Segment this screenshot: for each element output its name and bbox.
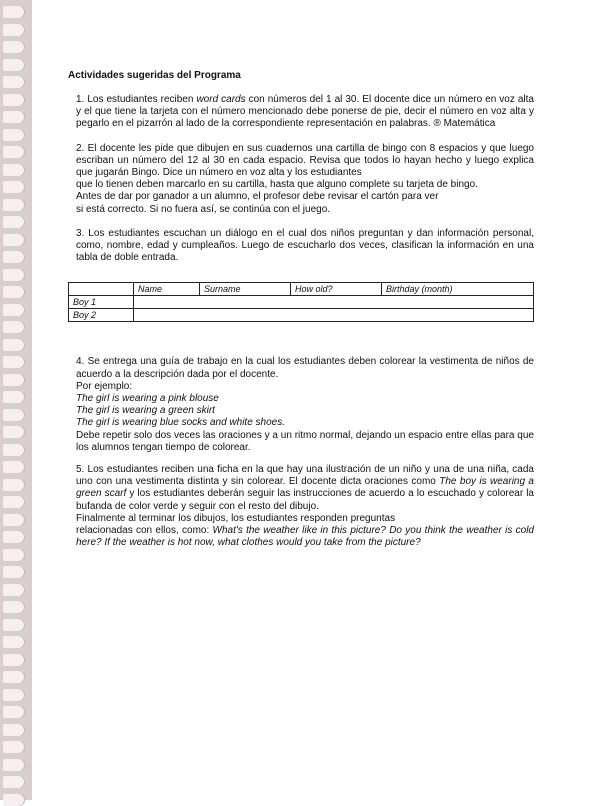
activity-1-text-a: 1. Los estudiantes reciben (76, 94, 197, 105)
spiral-ring (3, 339, 25, 351)
spiral-ring (3, 76, 25, 88)
spiral-ring (3, 724, 25, 736)
spiral-ring (3, 689, 25, 701)
spiral-ring (3, 426, 25, 438)
spiral-ring (3, 584, 25, 596)
table-row-label: Boy 2 (69, 309, 134, 322)
table-row-empty (134, 296, 534, 309)
spiral-ring (3, 619, 25, 631)
activity-5-line-3: relacionadas con ellos, como: (76, 525, 213, 537)
activity-4-example: The girl is wearing a pink blouse (76, 393, 219, 405)
spiral-ring (3, 269, 25, 281)
spiral-ring (3, 444, 25, 456)
spiral-ring (3, 41, 25, 53)
spiral-ring (3, 6, 25, 18)
spiral-ring (3, 409, 25, 421)
spiral-ring (3, 654, 25, 666)
spiral-ring (3, 391, 25, 403)
table-row-empty (134, 309, 534, 322)
table-row (69, 296, 534, 309)
activity-2-line-1: 2. El docente les pide que dibujen en sus cuadernos una cartilla de bingo con 8 espacios y que luego escriban un número del 12 al 30 en cada espacio. Revisa que todos lo hayan hecho y luego explica que jugarán Bingo. Dice un número en voz alta y los estudiantes (76, 142, 534, 179)
activity-3: 3. Los estudiantes escuchan un diálogo en el cual dos niños preguntan y dan información personal, como, nombre, edad y cumpleaños. Luego de escucharlo dos veces, clasifican la información en una tabla de doble entrada. (76, 227, 534, 264)
activity-2-line-3: Antes de dar por ganador a un alumno, el profesor debe revisar el cartón para ver (76, 191, 439, 203)
spiral-ring (3, 479, 25, 491)
spiral-ring (3, 461, 25, 473)
spiral-ring (3, 234, 25, 246)
spiral-ring (3, 374, 25, 386)
activity-4-example: The girl is wearing blue socks and white shoes. (76, 417, 285, 429)
spiral-ring (3, 566, 25, 578)
activity-5-questions: What's the weather like in this picture? Do you think the weather is cold here? If the weather is hot now, what clothes would you take from the picture? (76, 525, 534, 549)
spiral-ring (3, 759, 25, 771)
spiral-ring (3, 94, 25, 106)
spiral-ring (3, 111, 25, 123)
spiral-ring (3, 59, 25, 71)
spiral-ring (3, 181, 25, 193)
spiral-ring (3, 146, 25, 158)
page-title: Actividades sugeridas del Programa (68, 70, 241, 81)
table-header-cell (69, 283, 134, 296)
table-header-row (69, 283, 534, 296)
spiral-ring (3, 216, 25, 228)
activity-4-example-label: Por ejemplo: (76, 380, 133, 392)
spiral-ring (3, 24, 25, 36)
activity-4-outro: Debe repetir solo dos veces las oraciones y a un ritmo normal, dejando un espacio entre ellas para que los alumnos tengan tiempo de colorear. (76, 429, 534, 453)
spiral-ring (3, 129, 25, 141)
info-table (68, 282, 534, 322)
spiral-ring (3, 321, 25, 333)
spiral-ring (3, 199, 25, 211)
table-header-cell: Name (134, 283, 200, 296)
spiral-ring (3, 776, 25, 788)
activity-4-intro: 4. Se entrega una guía de trabajo en la cual los estudiantes deben colorear la vestimenta de niños de acuerdo a la descripción dada por el docente. (76, 356, 534, 380)
spiral-ring (3, 514, 25, 526)
spiral-ring (3, 531, 25, 543)
spiral-ring (3, 286, 25, 298)
spiral-ring (3, 601, 25, 613)
spiral-ring (3, 671, 25, 683)
page-content (68, 70, 534, 561)
activity-1 (68, 94, 534, 131)
activity-4-example: The girl is wearing a green skirt (76, 405, 215, 417)
activity-5-example: The boy is wearing a green scarf (76, 476, 534, 500)
activity-1-term: word cards (196, 94, 246, 105)
activity-5-text-b: y los estudiantes deberán seguir las instrucciones de acuerdo a lo escuchado y colorear la bufanda de color verde y seguir con el resto del dibujo. (76, 488, 534, 512)
spiral-ring (3, 549, 25, 561)
activity-5-text-a: 5. Los estudiantes reciben una ficha en la que hay una ilustración de un niño y una de una niña, cada uno con una vestimenta distinta y sin colorear. El docente dicta oraciones como (76, 464, 534, 488)
activity-5 (68, 464, 534, 549)
spiral-ring (3, 496, 25, 508)
spiral-ring (3, 251, 25, 263)
activity-1-text-b: con números del 1 al 30. El docente dice un número en voz alta y el que tiene la tarjeta con el número mencionado debe ponerse de pie, decir el número en voz alta y pegarlo en el pizarrón al lado de la correspondiente representación en palabras. ® Matemática (76, 94, 534, 130)
spiral-ring (3, 356, 25, 368)
table-header-cell: Birthday (month) (382, 283, 534, 296)
spiral-ring (3, 636, 25, 648)
table-row (69, 309, 534, 322)
table-row-label: Boy 1 (69, 296, 134, 309)
spiral-ring (3, 164, 25, 176)
activity-4 (68, 356, 534, 454)
activity-2 (68, 143, 534, 216)
activity-2-line-4: si está correcto. Si no fuera así, se continúa con el juego. (76, 203, 331, 215)
spiral-ring (3, 741, 25, 753)
spiral-ring (3, 304, 25, 316)
spiral-ring (3, 706, 25, 718)
activity-5-line-2: Finalmente al terminar los dibujos, los estudiantes responden preguntas (76, 512, 396, 524)
activity-2-line-2: que lo tienen deben marcarlo en su cartilla, hasta que alguno complete su tarjeta de bingo. (76, 179, 478, 191)
notebook-spine (0, 0, 32, 800)
table-header-cell: How old? (291, 283, 382, 296)
table-header-cell: Surname (200, 283, 291, 296)
